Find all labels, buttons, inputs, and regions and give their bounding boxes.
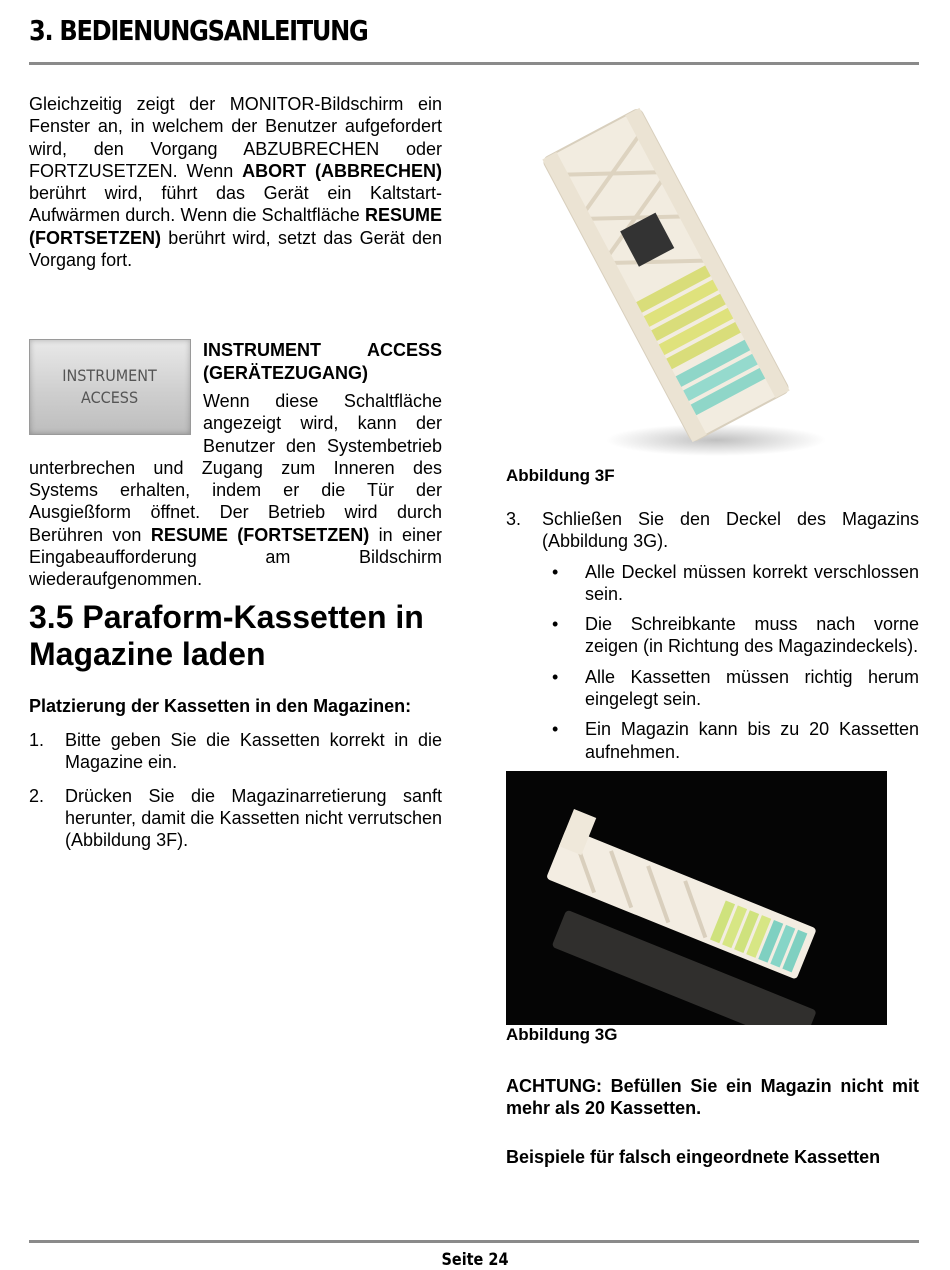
access-bold-run: RESUME (FORTSETZEN) [150, 524, 370, 545]
instrument-access-button-label: INSTRUMENT ACCESS [62, 366, 158, 408]
step-number: 2. [29, 785, 45, 806]
bullet-item: • Ein Magazin kann bis zu 20 Kassetten aufnehmen. [506, 718, 919, 763]
page-number: Seite 24 [441, 1250, 509, 1270]
header-rule [29, 62, 919, 65]
bullet-list [506, 561, 919, 763]
intro-paragraph [29, 93, 442, 271]
access-text-run: Wenn diese Schaltfläche angezeigt wird, kann der Benutzer den Systembetrieb unterbrechen und Zugang zum Inneren des Systems erhalten, indem er die Tür der Ausgießform öffnet. Der Betrieb wird durch Berühren von [29, 390, 442, 545]
intro-bold-run: ABORT (ABBRECHEN) [242, 160, 442, 181]
intro-text-run: berührt wird, setzt das Gerät den Vorgang fort. [29, 227, 442, 271]
access-text-run: in einer Eingabeaufforderung am Bildschirm wiederaufgenommen. [29, 524, 442, 590]
figure-3f-magazine-photo [506, 95, 826, 460]
list-item [29, 785, 442, 852]
step-list-continued [506, 508, 919, 553]
step-list [29, 729, 442, 851]
list-item [506, 508, 919, 553]
step-text: Drücken Sie die Magazinarretierung sanft herunter, damit die Kassetten nicht verrutschen (Abbildung 3F). [65, 785, 442, 851]
warning-text: ACHTUNG: Befüllen Sie ein Magazin nicht mit mehr als 20 Kassetten. [506, 1075, 919, 1119]
figure-3g-magazine-photo [506, 771, 887, 1025]
instrument-access-heading: INSTRUMENT ACCESS (GERÄTEZUGANG) [203, 340, 442, 383]
right-column [506, 95, 919, 1168]
step-number: 1. [29, 729, 45, 750]
chapter-title: 3. BEDIENUNGSANLEITUNG [29, 14, 368, 47]
footer-rule [29, 1240, 919, 1243]
figure-3f-caption: Abbildung 3F [506, 466, 615, 485]
step-number: 3. [506, 509, 522, 529]
instrument-access-button [29, 339, 191, 435]
section-title: 3.5 Paraform-Kassetten in Magazine laden [29, 598, 424, 672]
step-text: Bitte geben Sie die Kassetten korrekt in die Magazine ein. [65, 729, 442, 773]
intro-text-run: Gleichzeitig zeigt der MONITOR-Bildschirm ein Fenster an, in welchem der Benutzer aufgefordert wird, den Vorgang ABZUBRECHEN oder FORTZUSETZEN. Wenn [29, 94, 442, 181]
step-text: Schließen Sie den Deckel des Magazins (Abbildung 3G). [542, 509, 919, 552]
figure-3g-caption: Abbildung 3G [506, 1024, 618, 1044]
bullet-item: • Die Schreibkante muss nach vorne zeigen (in Richtung des Magazindeckels). [506, 613, 919, 658]
bullet-item: • Alle Deckel müssen korrekt verschlossen sein. [506, 561, 919, 606]
intro-text-run: berührt wird, führt das Gerät ein Kaltstart-Aufwärmen durch. Wenn die Schaltfläche [29, 183, 442, 226]
bullet-item: • Alle Kassetten müssen richtig herum eingelegt sein. [506, 666, 919, 711]
list-item [29, 729, 442, 774]
left-column [29, 93, 442, 862]
instrument-access-block [29, 339, 442, 590]
placement-subheading: Platzierung der Kassetten in den Magazinen: [29, 695, 412, 716]
examples-heading: Beispiele für falsch eingeordnete Kassetten [506, 1146, 881, 1167]
spacer [29, 271, 442, 305]
intro-bold-run: RESUME (FORTSETZEN) [29, 205, 442, 248]
